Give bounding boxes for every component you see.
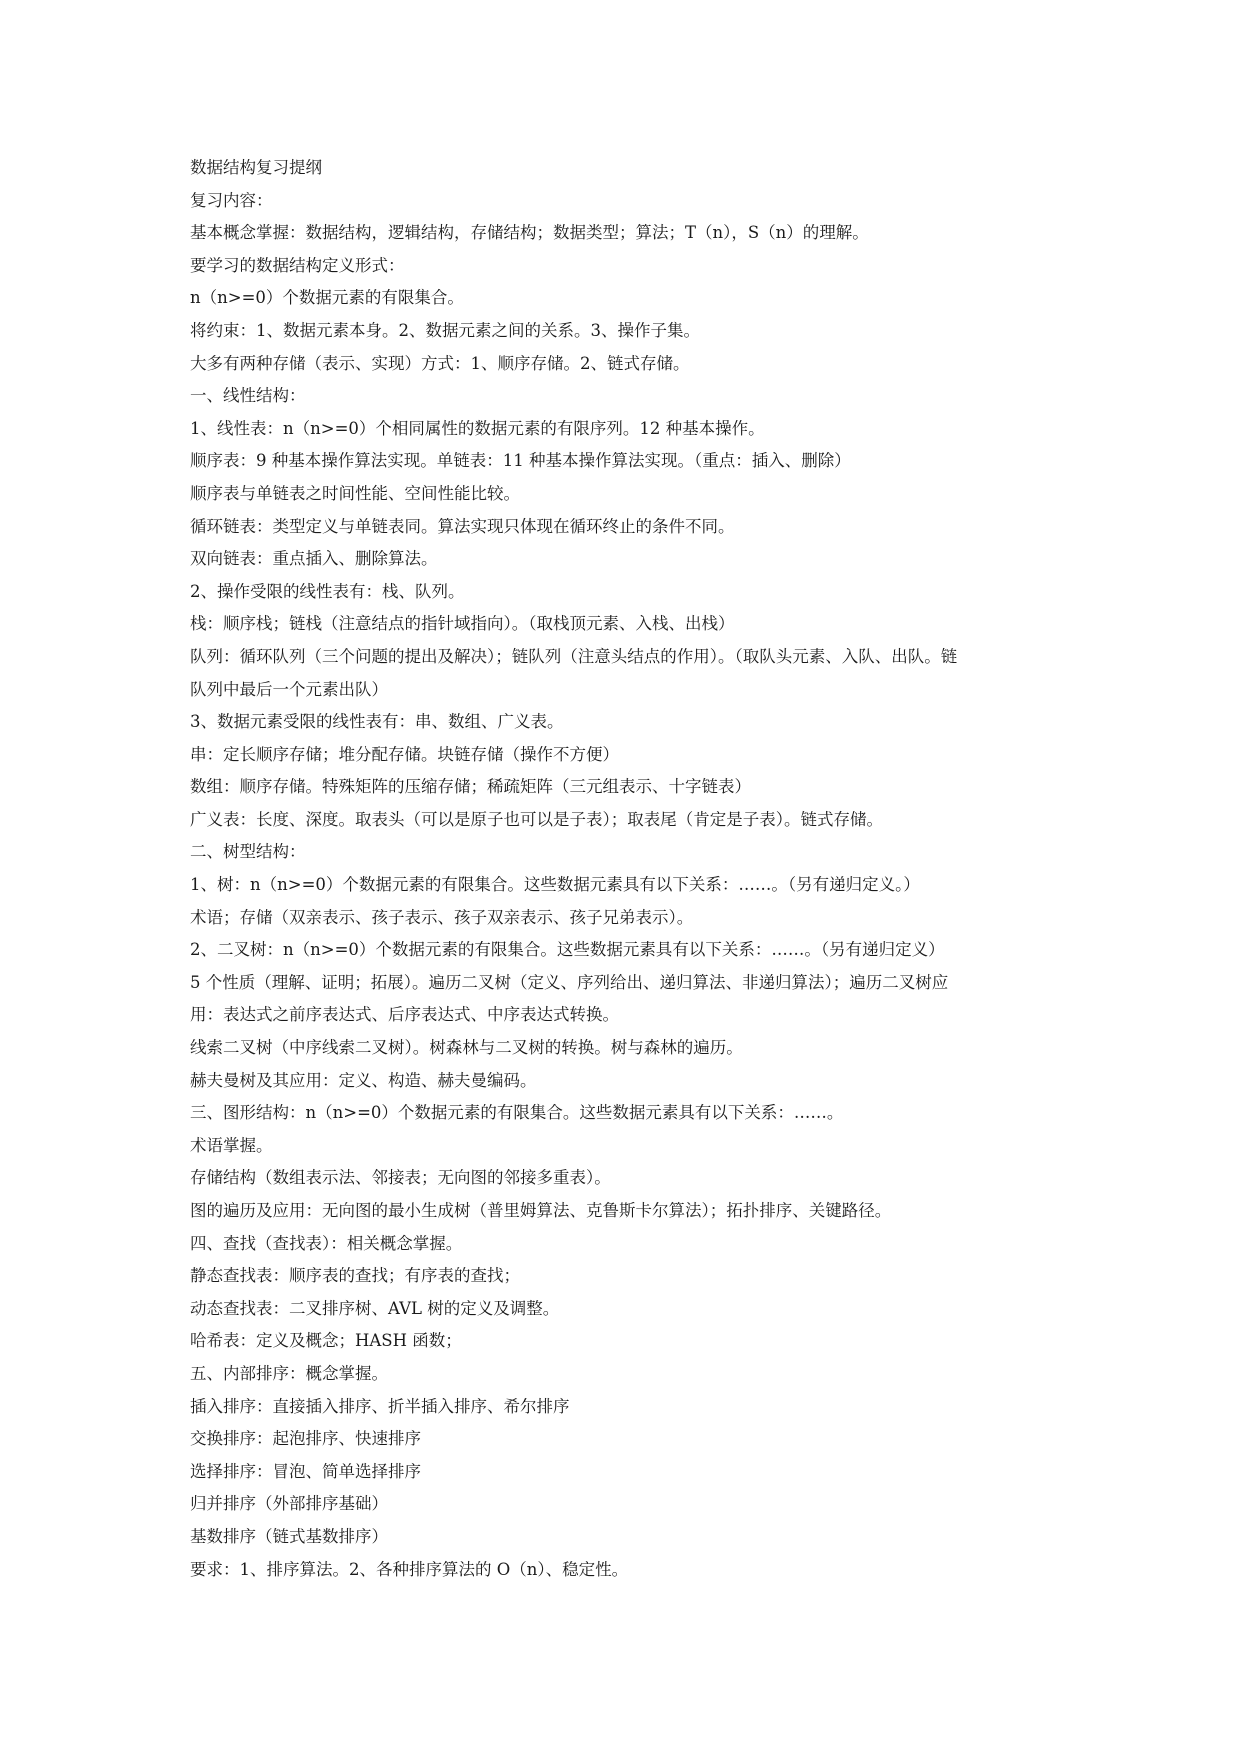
text-line: 循环链表：类型定义与单链表同。算法实现只体现在循环终止的条件不同。 (190, 516, 735, 536)
text-line: 2、二叉树：n（n>=0）个数据元素的有限集合。这些数据元素具有以下关系：……。（另有递归定义） (190, 940, 945, 960)
text-line: 5 个性质（理解、证明；拓展）。遍历二叉树（定义、序列给出、递归算法、非递归算法）；遍历二叉树应 (190, 972, 949, 992)
text-line: 静态查找表：顺序表的查找；有序表的查找； (190, 1266, 520, 1286)
text-line: 3、数据元素受限的线性表有：串、数组、广义表。 (190, 712, 564, 732)
section-heading: 五、内部排序：概念掌握。 (190, 1363, 388, 1383)
text-line: 赫夫曼树及其应用：定义、构造、赫夫曼编码。 (190, 1070, 537, 1090)
text-line: 归并排序（外部排序基础） (190, 1494, 388, 1514)
section-heading: 四、查找（查找表）：相关概念掌握。 (190, 1233, 463, 1253)
section-heading: 二、树型结构： (190, 842, 306, 862)
document-body (190, 152, 1070, 1586)
text-line: 存储结构（数组表示法、邻接表；无向图的邻接多重表）。 (190, 1168, 611, 1188)
text-line: 顺序表与单链表之时间性能、空间性能比较。 (190, 483, 520, 503)
text-line: 术语；存储（双亲表示、孩子表示、孩子双亲表示、孩子兄弟表示）。 (190, 907, 694, 927)
text-line: 术语掌握。 (190, 1135, 273, 1155)
text-line: 双向链表：重点插入、删除算法。 (190, 549, 438, 569)
text-line: 要学习的数据结构定义形式： (190, 255, 405, 275)
document-title: 数据结构复习提纲 (190, 158, 322, 177)
text-line: 队列中最后一个元素出队） (190, 679, 388, 699)
text-line: 哈希表：定义及概念；HASH 函数； (190, 1331, 462, 1351)
text-line: 数组：顺序存储。特殊矩阵的压缩存储；稀疏矩阵（三元组表示、十字链表） (190, 777, 751, 797)
text-line: 1、树：n（n>=0）个数据元素的有限集合。这些数据元素具有以下关系：……。（另有递归定义。） (190, 875, 920, 895)
text-line: 栈：顺序栈；链栈（注意结点的指针域指向）。（取栈顶元素、入栈、出栈） (190, 614, 735, 634)
section-heading: 一、线性结构： (190, 386, 306, 406)
text-line: 要求：1、排序算法。2、各种排序算法的 O（n）、稳定性。 (190, 1559, 629, 1579)
text-line: 队列：循环队列（三个问题的提出及解决）；链队列（注意头结点的作用）。（取队头元素、入队、出队。链 (190, 646, 958, 666)
text-line: 基数排序（链式基数排序） (190, 1526, 388, 1546)
text-line: 1、线性表：n（n>=0）个相同属性的数据元素的有限序列。12 种基本操作。 (190, 418, 765, 438)
text-line: 2、操作受限的线性表有：栈、队列。 (190, 581, 465, 601)
text-line: 复习内容： (190, 190, 273, 210)
text-line: 将约束：1、数据元素本身。2、数据元素之间的关系。3、操作子集。 (190, 320, 700, 340)
text-line: 基本概念掌握：数据结构，逻辑结构，存储结构；数据类型；算法；T（n），S（n）的理解。 (190, 223, 869, 243)
text-line: 图的遍历及应用：无向图的最小生成树（普里姆算法、克鲁斯卡尔算法）；拓扑排序、关键路径。 (190, 1201, 892, 1220)
text-line: 顺序表：9 种基本操作算法实现。单链表：11 种基本操作算法实现。（重点：插入、删除） (190, 451, 851, 471)
text-line: 动态查找表：二叉排序树、AVL 树的定义及调整。 (190, 1298, 560, 1318)
text-line: n（n>=0）个数据元素的有限集合。 (190, 288, 464, 308)
section-heading: 三、图形结构：n（n>=0）个数据元素的有限集合。这些数据元素具有以下关系：……。 (190, 1103, 844, 1123)
text-line: 大多有两种存储（表示、实现）方式：1、顺序存储。2、链式存储。 (190, 353, 690, 373)
text-line: 串：定长顺序存储；堆分配存储。块链存储（操作不方便） (190, 744, 619, 764)
text-line: 用：表达式之前序表达式、后序表达式、中序表达式转换。 (190, 1005, 619, 1025)
text-line: 插入排序：直接插入排序、折半插入排序、希尔排序 (190, 1396, 570, 1416)
text-line: 交换排序：起泡排序、快速排序 (190, 1429, 421, 1449)
text-line: 选择排序：冒泡、简单选择排序 (190, 1461, 421, 1481)
text-line: 广义表：长度、深度。取表头（可以是原子也可以是子表）；取表尾（肯定是子表）。链式存储。 (190, 809, 883, 829)
text-line: 线索二叉树（中序线索二叉树）。树森林与二叉树的转换。树与森林的遍历。 (190, 1038, 743, 1058)
